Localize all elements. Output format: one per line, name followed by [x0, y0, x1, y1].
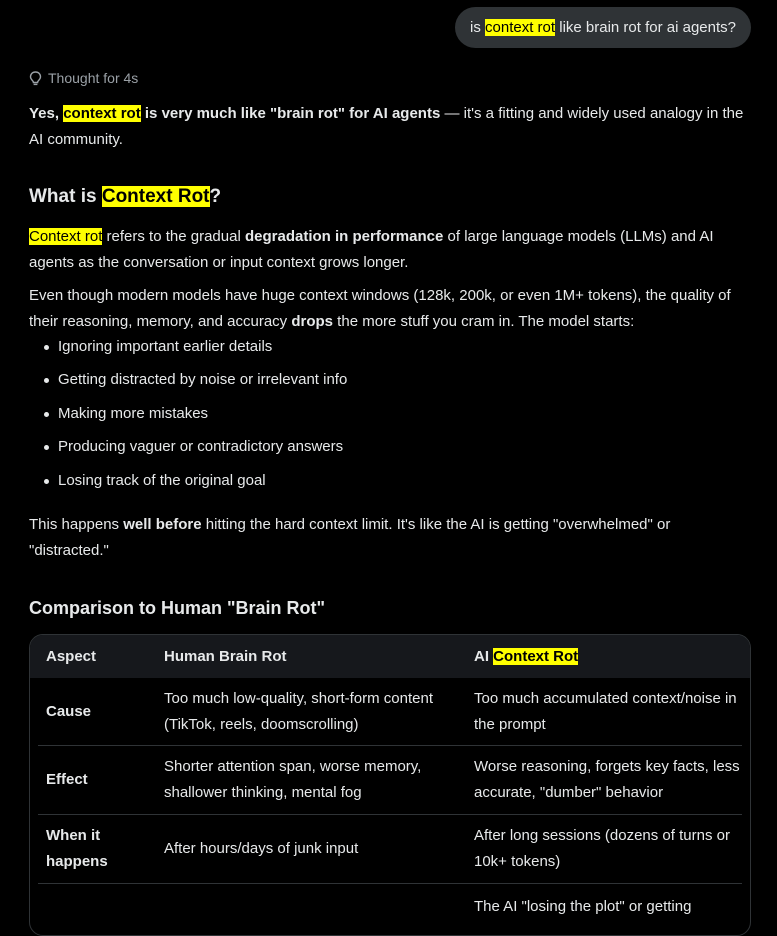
intro-highlight: context rot	[63, 105, 141, 122]
intro-rest: — it's a fitting and widely used analogy in the AI community.	[29, 105, 744, 148]
list-item: Ignoring important earlier details	[29, 334, 347, 367]
table-row	[38, 746, 742, 815]
heading-before: What is	[29, 186, 102, 207]
table-header	[30, 635, 750, 678]
header-ai-highlight: Context Rot	[493, 648, 579, 665]
header-aspect: Aspect	[46, 648, 97, 665]
user-message-text-after: like brain rot for ai agents?	[555, 19, 736, 36]
definition-text-b: of large language models (LLMs) and AI agents as the conversation or input context grows longer.	[29, 228, 714, 271]
paragraph2-text-a: Even though modern models have huge context windows (128k, 200k, or even 1M+ tokens), the quality of their reasoning, memory, and accuracy	[29, 287, 731, 330]
row-aspect: When it happens	[46, 827, 108, 870]
heading-after: ?	[209, 186, 222, 207]
row-human: Too much low-quality, short-form content (TikTok, reels, doomscrolling)	[164, 689, 433, 733]
intro-bold-1: Yes,	[29, 105, 64, 122]
header-human: Human Brain Rot	[164, 648, 287, 665]
list-item: Losing track of the original goal	[29, 468, 347, 501]
row-ai: The AI "losing the plot" or getting	[474, 898, 692, 915]
row-ai: Worse reasoning, forgets key facts, less accurate, "dumber" behavior	[474, 758, 740, 801]
row-ai: After long sessions (dozens of turns or 10k+ tokens)	[474, 827, 730, 870]
lightbulb-icon	[29, 71, 42, 86]
list-item: Getting distracted by noise or irrelevant info	[29, 367, 347, 400]
paragraph2-text-b: the more stuff you cram in. The model starts:	[333, 313, 635, 330]
paragraph3-text-a: This happens	[29, 516, 124, 533]
list-item: Producing vaguer or contradictory answers	[29, 434, 347, 467]
definition-paragraph	[29, 224, 749, 276]
limit-paragraph	[29, 512, 749, 564]
comparison-table	[29, 634, 751, 936]
header-ai	[474, 635, 744, 678]
paragraph2-bold: drops	[291, 313, 334, 330]
paragraph3-text-b: hitting the hard context limit. It's like the AI is getting "overwhelmed" or "distracted."	[29, 516, 671, 559]
row-human: After hours/days of junk input	[164, 840, 359, 857]
intro-bold-2: is very much like "brain rot" for AI agents	[140, 105, 441, 122]
table-row	[38, 884, 742, 936]
user-message-highlight: context rot	[485, 19, 556, 36]
table-row	[38, 815, 742, 884]
header-ai-prefix: AI	[474, 648, 494, 665]
list-item: Making more mistakes	[29, 401, 347, 434]
symptom-list	[29, 334, 347, 501]
heading-highlight: Context Rot	[101, 186, 210, 207]
definition-bold: degradation in performance	[244, 228, 444, 245]
section-heading-what-is	[29, 184, 221, 210]
definition-highlight: Context rot	[29, 228, 103, 245]
row-aspect: Cause	[46, 702, 92, 720]
thought-label: Thought for 4s	[48, 70, 139, 86]
definition-text-a: refers to the gradual	[102, 228, 245, 245]
row-ai: Too much accumulated context/noise in the prompt	[474, 689, 737, 733]
thought-toggle[interactable]	[29, 70, 138, 86]
context-window-paragraph	[29, 283, 749, 335]
row-human: Shorter attention span, worse memory, shallower thinking, mental fog	[164, 758, 422, 801]
row-aspect: Effect	[46, 771, 88, 788]
user-message-bubble	[455, 7, 751, 48]
user-message-text-before: is	[470, 19, 486, 36]
intro-paragraph	[29, 101, 749, 153]
section-heading-comparison: Comparison to Human "Brain Rot"	[29, 598, 326, 618]
table-row	[38, 678, 742, 746]
paragraph3-bold: well before	[123, 516, 202, 533]
